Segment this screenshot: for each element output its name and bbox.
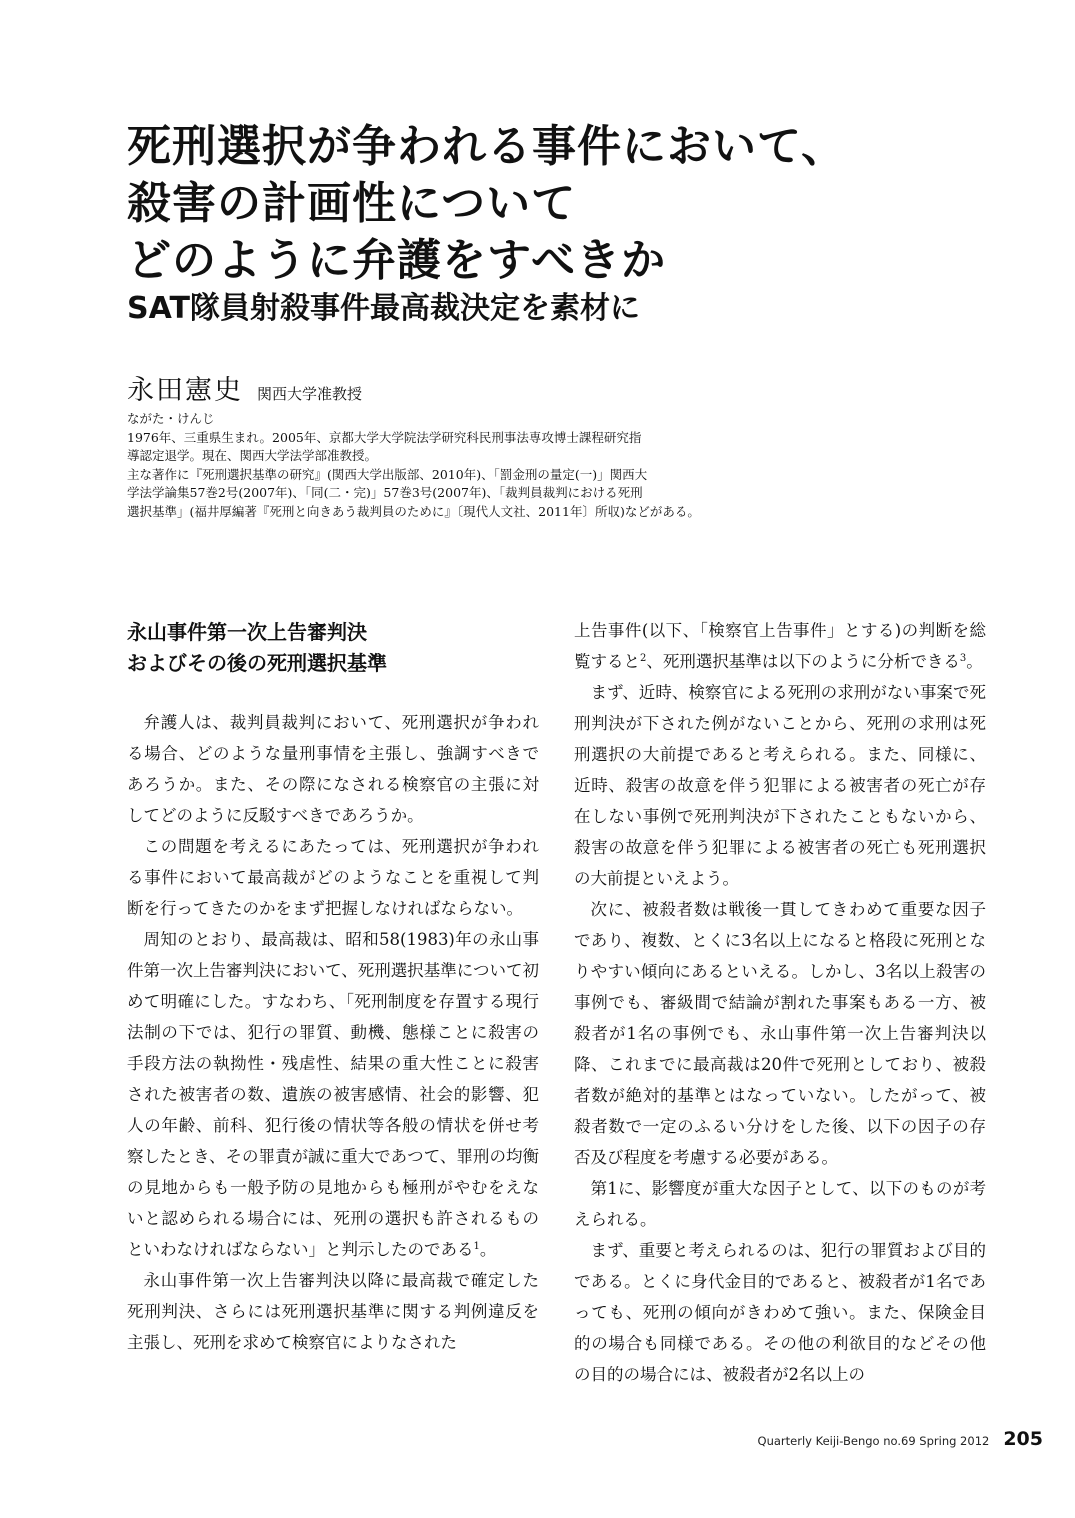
body-paragraph: [574, 615, 986, 677]
page-number: 205: [1003, 1428, 1043, 1450]
section-heading: [127, 617, 539, 679]
body-column-left: [127, 615, 539, 1358]
paragraph-text: 周知のとおり、最高裁は、昭和58(1983)年の永山事件第一次上告審判決において、死刑選択基準について初めて明確にした。すなわち、「死刑制度を存置する現行法制の下では、犯行の罪質、動機、態様ことに殺害の手段方法の執拗性・残虐性、結果の重大性ことに殺害された被害者の数、遺族の被害感情、社会的影響、犯人の年齢、前科、犯行後の情状等各般の情状を併せ考察したとき、その罪責が誠に重大であつて、罪刑の均衡の見地からも一般予防の見地からも極刑がやむをえないと認められる場合には、死刑の選択も許されるものといわなければならない」と判示したのである: [127, 930, 539, 1259]
paragraph-text: この問題を考えるにあたっては、死刑選択が争われる事件において最高裁がどのようなことを重視して判断を行ってきたのかをまず把握しなければならない。: [127, 837, 539, 918]
title-line-3: どのように弁護をすべきか: [127, 235, 667, 286]
section-heading-line-1: 永山事件第一次上告審判決: [127, 620, 367, 644]
paragraph-text: 永山事件第一次上告審判決以降に最高裁で確定した死刑判決、さらには死刑選択基準に関する判例違反を主張し、死刑を求めて検察官によりなされた: [127, 1271, 539, 1352]
bio-line: ながた・けんじ: [127, 411, 215, 426]
author-affiliation: 関西大学准教授: [257, 385, 363, 403]
paragraph-text: まず、近時、検察官による死刑の求刑がない事案で死刑判決が下された例がないことから、死刑の求刑は死刑選択の大前提であると考えられる。また、同様に、近時、殺害の故意を伴う犯罪による被害者の死亡が存在しない事例で死刑判決が下されたこともないから、殺害の故意を伴う犯罪による被害者の死亡も死刑選択の大前提といえよう。: [574, 683, 986, 888]
bio-line: 導認定退学。現在、関西大学法学部准教授。: [127, 448, 378, 463]
paragraph-text: 弁護人は、裁判員裁判において、死刑選択が争われる場合、どのような量刑事情を主張し、強調すべきであろうか。また、その際になされる検察官の主張に対してどのように反駁すべきであろうか。: [127, 713, 539, 825]
bio-line: 選択基準」(福井厚編著『死刑と向きあう裁判員のために』〔現代人文社、2011年〕所収)などがある。: [127, 503, 700, 519]
body-paragraph: [127, 707, 539, 831]
paragraph-text: 、死刑選択基準は以下のように分析できる: [646, 652, 960, 671]
author-bio: [127, 410, 737, 521]
author-row: [127, 368, 362, 407]
journal-name: Quarterly Keiji-Bengo no.69 Spring 2012: [757, 1434, 990, 1448]
body-paragraph: [127, 1265, 539, 1358]
section-heading-line-2: およびその後の死刑選択基準: [127, 651, 387, 675]
body-paragraph: [574, 677, 986, 894]
bio-line: 主な著作に『死刑選択基準の研究』(関西大学出版部、2010年)、「罰金刑の量定(一)」関西大: [127, 466, 648, 482]
author-name: 永田憲史: [127, 375, 243, 406]
body-paragraph: [127, 831, 539, 924]
body-paragraph: [574, 894, 986, 1173]
paragraph-text: 上告事件(以下、「検察官上告事件」とする)の判断を総覧すると: [574, 621, 986, 671]
footnote-ref[interactable]: 3: [959, 653, 967, 664]
bio-line: 1976年、三重県生まれ。2005年、京都大学大学院法学研究科民刑事法専攻博士課程研究指: [127, 429, 642, 445]
article-subtitle: SAT隊員射殺事件最高裁決定を素材に: [127, 291, 640, 326]
bio-line: 学法学論集57巻2号(2007年)、「同(二・完)」57巻3号(2007年)、「裁判員裁判における死刑: [127, 485, 643, 500]
body-paragraph: [574, 1173, 986, 1235]
body-paragraph: [574, 1235, 986, 1390]
paragraph-text: 。: [966, 652, 983, 671]
paragraph-text: 第1に、影響度が重大な因子として、以下のものが考えられる。: [574, 1179, 986, 1229]
paragraph-text: 次に、被殺者数は戦後一貫してきわめて重要な因子であり、複数、とくに3名以上になると格段に死刑となりやすい傾向にあるといえる。しかし、3名以上殺害の事例でも、審級間で結論が割れた事案もある一方、被殺者が1名の事例でも、永山事件第一次上告審判決以降、これまでに最高裁は20件で死刑としており、被殺者数が絶対的基準とはなっていない。したがって、被殺者数で一定のふるい分けをした後、以下の因子の存否及び程度を考慮する必要がある。: [574, 900, 986, 1167]
paragraph-text: 。: [479, 1240, 497, 1259]
title-line-1: 死刑選択が争われる事件において、: [127, 121, 847, 172]
article-title-block: [127, 118, 987, 329]
footnote-ref[interactable]: 2: [640, 653, 647, 664]
body-column-right: [574, 615, 986, 1390]
body-paragraph: [127, 924, 539, 1265]
paragraph-text: まず、重要と考えられるのは、犯行の罪質および目的である。とくに身代金目的であると、被殺者が1名であっても、死刑の傾向がきわめて強い。また、保険金目的の場合も同様である。その他の利欲目的などその他の目的の場合には、被殺者が2名以上の: [574, 1241, 986, 1384]
title-line-2: 殺害の計画性について: [127, 178, 577, 229]
footnote-ref[interactable]: 1: [473, 1241, 480, 1252]
page-footer: [758, 1428, 1043, 1450]
